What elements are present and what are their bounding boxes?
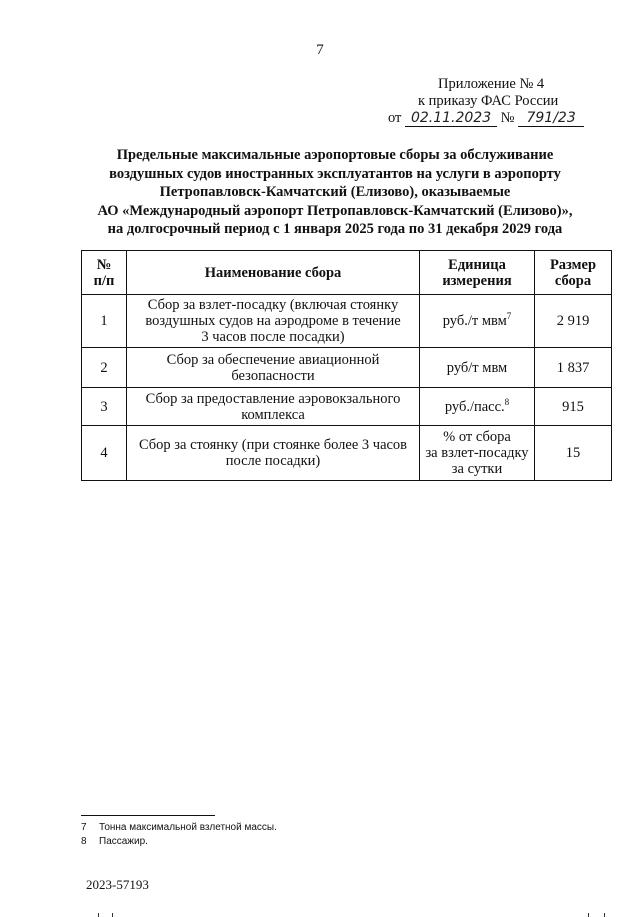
fee-name-line: Сбор за стоянку (при стоянке более 3 часов xyxy=(138,437,408,453)
fee-name-line: 3 часов после посадки) xyxy=(201,329,345,345)
footnote-ref: 7 xyxy=(506,311,512,322)
title-line: Петропавловск-Камчатский (Елизово), оказываемые xyxy=(159,184,511,200)
header-number xyxy=(82,251,127,295)
fee-unit xyxy=(420,426,535,481)
fee-size: 2 919 xyxy=(535,295,612,348)
table-header-row xyxy=(82,251,612,295)
footnote-divider xyxy=(81,815,215,816)
fee-unit-line: за взлет-посадку xyxy=(425,445,529,461)
fee-unit xyxy=(420,388,535,426)
footnote-item xyxy=(81,821,277,835)
appendix-header xyxy=(388,76,598,127)
appendix-date-number xyxy=(388,110,598,127)
header-unit-line: измерения xyxy=(442,272,512,289)
fee-size: 15 xyxy=(535,426,612,481)
table-row xyxy=(82,426,612,481)
row-number: 4 xyxy=(82,426,127,481)
scan-mark xyxy=(604,913,605,917)
fee-unit-text: руб./т мвм xyxy=(442,313,507,329)
header-unit xyxy=(420,251,535,295)
header-number-line: № xyxy=(96,256,112,273)
fee-unit-line: % от сбора xyxy=(443,429,511,445)
footnote-ref: 8 xyxy=(504,396,510,407)
fee-name-line: безопасности xyxy=(231,367,315,384)
title-line: АО «Международный аэропорт Петропавловск-Камчатский (Елизово)», xyxy=(97,202,573,219)
handwritten-date: 02.11.2023 xyxy=(405,111,497,127)
header-size-line: Размер xyxy=(549,256,597,273)
fee-size: 915 xyxy=(535,388,612,426)
appendix-label: Приложение № 4 xyxy=(438,76,545,92)
header-number-line: п/п xyxy=(93,272,115,289)
table-row xyxy=(82,388,612,426)
fee-unit-line: за сутки xyxy=(451,461,503,477)
header-unit-line: Единица xyxy=(448,256,506,273)
fee-name-line: воздушных судов на аэродроме в течение xyxy=(145,313,401,329)
title-line: Предельные максимальные аэропортовые сборы за обслуживание xyxy=(116,147,554,163)
document-id: 2023-57193 xyxy=(86,877,149,892)
fee-name xyxy=(127,348,420,388)
number-prefix: № xyxy=(500,110,515,126)
fee-name xyxy=(127,426,420,481)
fee-name xyxy=(127,388,420,426)
fee-unit xyxy=(420,295,535,348)
fee-name xyxy=(127,295,420,348)
footnote-number: 7 xyxy=(81,822,87,833)
scan-edge-marks xyxy=(0,913,640,917)
row-number: 1 xyxy=(82,295,127,348)
table-row xyxy=(82,295,612,348)
document-title xyxy=(70,146,600,239)
fee-unit-text: руб./пасс. xyxy=(444,398,505,415)
scan-mark xyxy=(98,913,99,917)
scan-mark xyxy=(112,913,113,917)
title-line: на долгосрочный период с 1 января 2025 года по 31 декабря 2029 года xyxy=(107,221,563,237)
footnotes xyxy=(81,821,277,849)
title-line: воздушных судов иностранных эксплуатантов на услуги в аэропорту xyxy=(109,165,561,182)
appendix-order-reference: к приказу ФАС России xyxy=(418,93,559,109)
handwritten-order-number: 791/23 xyxy=(518,111,584,127)
fee-name-line: Сбор за предоставление аэровокзального xyxy=(145,390,401,407)
fees-table xyxy=(81,250,612,481)
table-row xyxy=(82,348,612,388)
scan-mark xyxy=(588,913,589,917)
fee-name-line: комплекса xyxy=(241,406,305,423)
header-size xyxy=(535,251,612,295)
date-prefix: от xyxy=(388,110,402,126)
fee-name-line: Сбор за обеспечение авиационной xyxy=(166,351,380,368)
header-size-line: сбора xyxy=(554,272,592,289)
fee-name-line: после посадки) xyxy=(225,453,321,469)
row-number: 3 xyxy=(82,388,127,426)
page-number: 7 xyxy=(316,42,324,58)
header-fee-name: Наименование сбора xyxy=(127,251,420,295)
footnote-item xyxy=(81,835,277,849)
fee-name-line: Сбор за взлет-посадку (включая стоянку xyxy=(147,297,399,313)
footnote-number: 8 xyxy=(81,836,87,847)
footnote-text: Тонна максимальной взлетной массы. xyxy=(99,822,277,833)
row-number: 2 xyxy=(82,348,127,388)
footnote-text: Пассажир. xyxy=(99,836,148,847)
fee-unit: руб/т мвм xyxy=(420,348,535,388)
fee-size: 1 837 xyxy=(535,348,612,388)
